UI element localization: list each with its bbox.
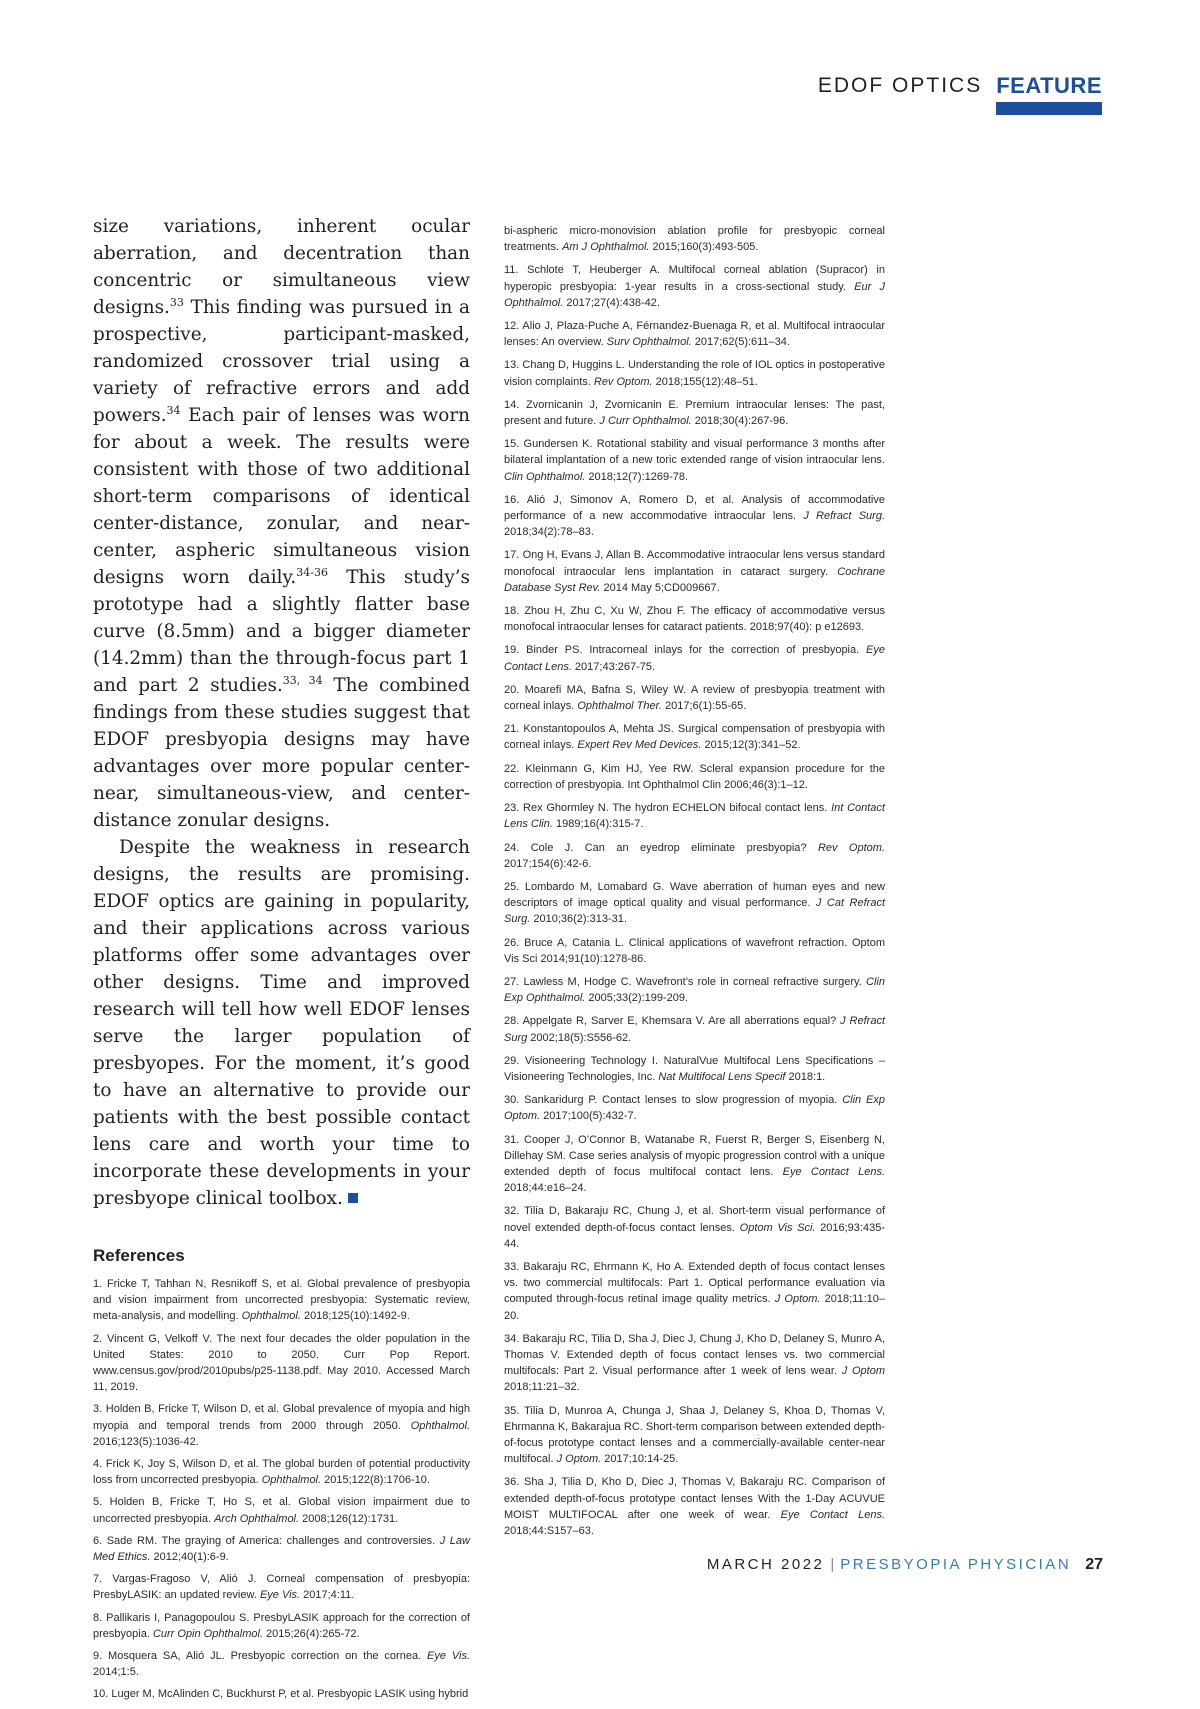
reference-item <box>93 1686 470 1702</box>
reference-citation: 2017;43:267-75. <box>571 660 656 673</box>
reference-journal: Curr Opin Ophthalmol. <box>152 1627 263 1640</box>
reference-citation: 2018;44:S157–63. <box>504 1525 594 1538</box>
reference-citation: 2002;18(5):S556-62. <box>527 1031 632 1044</box>
body-text-run: This study’s prototype had a slightly flatter base curve (8.5mm) and a bigger diameter (14.2mm) than the through-focus part 1 and part 2 studies. <box>93 567 470 696</box>
reference-journal: Eye Contact Lens. <box>504 644 885 673</box>
reference-text: 23. Rex Ghormley N. The hydron ECHELON bifocal contact lens. <box>504 802 832 815</box>
reference-item <box>504 603 885 635</box>
reference-journal: J Refract Surg. <box>803 510 885 523</box>
body-text-run: Each pair of lenses was worn for about a week. The results were consistent with those of two additional short-term comparisons of identical center-distance, zonular, and near-center, aspheric simultaneous vision designs worn daily. <box>93 405 470 588</box>
footer-separator: | <box>830 1556 835 1573</box>
reference-journal: Am J Ophthalmol. <box>562 241 650 254</box>
reference-text: 11. Schlote T, Heuberger A. Multifocal corneal ablation (Supracor) in hyperopic presbyopia: 1-year results in a cross-sectional study. <box>504 264 885 293</box>
reference-citation: 2018;44:e16–24. <box>504 1182 587 1195</box>
reference-text: bi-aspheric micro-monovision ablation profile for presbyopic corneal treatments. <box>504 225 885 254</box>
reference-text: 24. Cole J. Can an eyedrop eliminate presbyopia? <box>504 841 818 854</box>
page-number: 27 <box>1085 1556 1103 1573</box>
reference-journal: J Curr Ophthalmol. <box>599 415 692 428</box>
reference-item <box>504 397 885 429</box>
reference-text: 21. Konstantopoulos A, Mehta JS. Surgical compensation of presbyopia with corneal inlays. <box>504 723 885 752</box>
reference-citation: 2015;12(3):341–52. <box>701 739 801 752</box>
reference-item <box>504 840 885 872</box>
reference-citation: 2016;93:435-44. <box>504 1221 885 1250</box>
reference-item <box>504 1013 885 1045</box>
reference-item <box>504 879 885 928</box>
feature-bar <box>996 102 1102 115</box>
reference-journal: Int Contact Lens Clin. <box>504 802 885 831</box>
end-of-article-mark <box>348 1193 358 1203</box>
reference-text: 27. Lawless M, Hodge C. Wavefront’s role in corneal refractive surgery. <box>504 975 867 988</box>
reference-item <box>93 1494 470 1526</box>
reference-journal: Rev Optom. <box>817 841 886 854</box>
reference-item <box>504 1132 885 1197</box>
citation-superscript: 34 <box>166 403 181 417</box>
reference-journal: J Optom. <box>774 1293 821 1306</box>
reference-journal: Eur J Ophthalmol. <box>504 280 885 309</box>
reference-citation: 2017;100(5):432-7. <box>540 1110 637 1123</box>
reference-item <box>93 1331 470 1396</box>
reference-text: 2. Vincent G, Velkoff V. The next four decades the older population in the United States: 2010 to 2050. Curr Pop Report. www.census.gov/prod/2010pubs/p25-1138.pdf. May 2010. Accessed March 11, 2019. <box>93 1332 470 1394</box>
reference-text: 25. Lombardo M, Lomabard G. Wave aberration of human eyes and new descriptors of image optical quality and visual performance. <box>504 880 885 910</box>
reference-citation: 2018;11:21–32. <box>504 1381 580 1394</box>
reference-text: 30. Sankaridurg P. Contact lenses to slow progression of myopia. <box>504 1094 843 1107</box>
right-column <box>504 223 885 1546</box>
reference-journal: J Cat Refract Surg. <box>504 897 886 926</box>
citation-superscript: 33, 34 <box>282 673 323 687</box>
reference-item <box>504 547 885 596</box>
reference-journal: Arch Ophthalmol. <box>214 1512 300 1525</box>
reference-item <box>504 1403 885 1468</box>
reference-citation: 2018;11:10–20. <box>504 1293 885 1322</box>
body-text-run: This finding was pursued in a prospective, participant-masked, randomized crossover trial using a variety of refractive errors and add powers. <box>93 297 470 426</box>
reference-item <box>504 721 885 753</box>
reference-text: 9. Mosquera SA, Alió JL. Presbyopic correction on the cornea. <box>93 1650 428 1663</box>
reference-item <box>504 642 885 674</box>
reference-citation: 2018:1. <box>785 1070 826 1083</box>
section-title: EDOF OPTICS <box>817 74 983 97</box>
reference-journal: Nat Multifocal Lens Specif <box>658 1070 786 1083</box>
body-text-run: size variations, inherent ocular aberration, and decentration than concentric or simultaneous view designs. <box>93 216 470 318</box>
reference-journal: Eye Vis. <box>427 1650 470 1663</box>
reference-text: 14. Zvornicanin J, Zvornicanin E. Premium intraocular lenses: The past, present and future. <box>504 398 885 428</box>
reference-text: 32. Tilia D, Bakaraju RC, Chung J, et al. Short-term visual performance of novel extended depth-of-focus contact lenses. <box>504 1205 885 1234</box>
reference-citation: 2017;10:14-25. <box>601 1453 679 1466</box>
reference-citation: 2017;62(5):611–34. <box>691 336 790 349</box>
reference-text: 34. Bakaraju RC, Tilia D, Sha J, Diec J, Chung J, Kho D, Delaney S, Munro A, Thomas V. Extended depth of focus contact lenses vs. two commercial multifocals: Part 2. Visual performance after 1 week of lens wear. <box>504 1332 885 1378</box>
reference-item <box>504 318 885 350</box>
reference-journal: Cochrane Database Syst Rev. <box>504 565 885 594</box>
reference-item <box>93 1610 470 1642</box>
reference-text: 29. Visioneering Technology I. NaturalVue Multifocal Lens Specifications – Visioneering Technologies, Inc. <box>504 1054 885 1083</box>
reference-journal: Optom Vis Sci. <box>739 1221 816 1234</box>
reference-text: 31. Cooper J, O’Connor B, Watanabe R, Fuerst R, Berger S, Eisenberg N, Dillehay SM. Case series analysis of myopic progression control with a unique extended depth of focus multifocal contact lens. <box>504 1133 885 1178</box>
reference-citation: 2017;27(4):438-42. <box>563 296 660 309</box>
reference-item <box>504 682 885 714</box>
reference-text: 16. Alió J, Simonov A, Romero D, et al. Analysis of accommodative performance of a new accommodative intraocular lens. <box>504 493 885 523</box>
body-text-run: The combined findings from these studies suggest that EDOF presbyopia designs may have advantages over more popular center-near, simultaneous-view, and center-distance zonular designs. <box>93 675 470 831</box>
reference-journal: Ophthalmol. <box>261 1474 322 1487</box>
reference-journal: J Refract Surg <box>504 1015 886 1044</box>
reference-citation: 2014;1:5. <box>93 1666 139 1679</box>
reference-citation: 2008;126(12):1731. <box>299 1512 399 1525</box>
reference-item <box>504 935 885 967</box>
reference-journal: Eye Contact Lens. <box>782 1165 886 1178</box>
reference-text: 28. Appelgate R, Sarver E, Khemsara V. Are all aberrations equal? <box>504 1015 841 1028</box>
reference-journal: J Law Med Ethics. <box>93 1534 470 1564</box>
body-text-run: Despite the weakness in research designs, the results are promising. EDOF optics are gaining in popularity, and their applications across various platforms offer some advantages over other designs. Time and improved research will tell how well EDOF lenses serve the larger population of presbyopes. For the moment, it’s good to have an alternative to provide our patients with the best possible contact lens care and worth your time to incorporate these developments in your presbyope clinical toolbox. <box>93 837 470 1209</box>
reference-journal: Ophthalmol. <box>241 1310 301 1323</box>
reference-item <box>504 800 885 832</box>
reference-text: 4. Frick K, Joy S, Wilson D, et al. The global burden of potential productivity loss from uncorrected presbyopia. <box>93 1458 470 1487</box>
reference-text: 7. Vargas-Fragoso V, Alió J. Corneal compensation of presbyopia: PresbyLASIK: an updated review. <box>93 1573 470 1602</box>
reference-item <box>504 492 885 541</box>
reference-item <box>504 974 885 1006</box>
reference-text: 8. Pallikaris I, Panagopoulou S. PresbyLASIK approach for the correction of presbyopia. <box>93 1611 470 1640</box>
references-list-right <box>504 223 885 1539</box>
reference-citation: 2010;36(2):313-31. <box>530 913 627 926</box>
reference-journal: Clin Exp Ophthalmol. <box>504 975 885 1005</box>
reference-journal: Eye Vis. <box>259 1589 301 1602</box>
references-heading: References <box>93 1246 185 1265</box>
reference-text: 10. Luger M, McAlinden C, Buckhurst P, et al. Presbyopic LASIK using hybrid <box>93 1688 469 1701</box>
reference-journal: J Optom. <box>556 1453 602 1466</box>
reference-item <box>504 1053 885 1085</box>
reference-citation: 1989;16(4):315-7. <box>552 818 644 831</box>
reference-journal: Ophthalmol Ther. <box>577 700 662 713</box>
reference-item <box>504 761 885 793</box>
reference-citation: 2014 May 5;CD009667. <box>600 581 720 594</box>
reference-journal: Surv Ophthalmol. <box>606 336 692 349</box>
reference-citation: 2016;123(5):1036-42. <box>93 1435 199 1448</box>
reference-citation: 2018;12(7):1269-78. <box>585 470 689 483</box>
reference-journal: Ophthalmol. <box>410 1419 470 1432</box>
footer-issue: MARCH 2022 <box>706 1556 825 1573</box>
feature-label: FEATURE <box>996 73 1102 98</box>
reference-item <box>93 1648 470 1680</box>
reference-citation: 2018;34(2):78–83. <box>504 526 594 539</box>
reference-citation: 2015;26(4):265-72. <box>262 1627 360 1640</box>
page-footer <box>707 1556 1103 1574</box>
reference-text: 17. Ong H, Evans J, Allan B. Accommodative intraocular lens versus standard monofocal intraocular lens implantation in cataract surgery. <box>504 549 885 578</box>
reference-journal: J Optom <box>841 1365 885 1378</box>
reference-text: 3. Holden B, Fricke T, Wilson D, et al. Global prevalence of myopia and high myopia and temporal trends from 2000 through 2050. <box>93 1403 470 1432</box>
reference-item <box>93 1571 470 1603</box>
body-paragraph-1 <box>93 213 470 834</box>
reference-citation: 2018;30(4):267-96. <box>691 415 789 428</box>
reference-citation: 2005;33(2):199-209. <box>585 992 689 1005</box>
reference-citation: 2017;6(1):55-65. <box>661 700 747 713</box>
reference-text: 36. Sha J, Tilia D, Kho D, Diec J, Thomas V, Bakaraju RC. Comparison of extended depth-of-focus prototype contact lenses With the 1-Day ACUVUE MOIST MULTIFOCAL after one week of wear. <box>504 1476 885 1521</box>
reference-item <box>504 1259 885 1324</box>
reference-text: 15. Gundersen K. Rotational stability and visual performance 3 months after bilateral implantation of a new toric extended range of vision intraocular lens. <box>504 438 885 467</box>
reference-text: 6. Sade RM. The graying of America: challenges and controversies. <box>93 1534 440 1547</box>
reference-item <box>504 1203 885 1252</box>
reference-text: 20. Moarefi MA, Bafna S, Wiley W. A review of presbyopia treatment with corneal inlays. <box>504 683 885 713</box>
reference-text: 22. Kleinmann G, Kim HJ, Yee RW. Scleral expansion procedure for the correction of presbyopia. Int Ophthalmol Clin 2006;46(3):1–12. <box>504 762 885 791</box>
reference-citation: 2017;154(6):42-6. <box>504 857 592 870</box>
reference-item <box>504 1092 885 1124</box>
reference-journal: Clin Ophthalmol. <box>504 470 586 483</box>
reference-item <box>93 1401 470 1450</box>
citation-superscript: 33 <box>169 295 184 309</box>
reference-journal: Expert Rev Med Devices. <box>577 739 702 752</box>
reference-journal: Clin Exp Optom. <box>504 1094 885 1123</box>
feature-tag <box>996 72 1102 115</box>
reference-text: 33. Bakaraju RC, Ehrmann K, Ho A. Extended depth of focus contact lenses vs. two commercial multifocals: Part 1. Optical performance evaluation via computed through-focus retinal image quality metrics. <box>504 1260 885 1306</box>
reference-item <box>504 223 885 255</box>
reference-text: 1. Fricke T, Tahhan N, Resnikoff S, et al. Global prevalence of presbyopia and vision impairment from uncorrected presbyopia: Systematic review, meta-analysis, and modelling. <box>93 1278 470 1323</box>
footer-publication: PRESBYOPIA PHYSICIAN <box>840 1556 1072 1573</box>
reference-text: 13. Chang D, Huggins L. Understanding the role of IOL optics in postoperative vision complaints. <box>504 359 885 388</box>
reference-journal: Eye Contact Lens. <box>780 1508 885 1521</box>
left-column <box>93 213 470 1709</box>
citation-superscript: 34-36 <box>296 565 328 579</box>
reference-citation: 2015;122(8):1706-10. <box>321 1474 430 1487</box>
running-header <box>818 72 1102 115</box>
reference-text: 26. Bruce A, Catania L. Clinical applications of wavefront refraction. Optom Vis Sci 2014;91(10):1278-86. <box>504 936 885 965</box>
reference-item <box>93 1533 470 1565</box>
reference-item <box>504 262 885 311</box>
reference-text: 5. Holden B, Fricke T, Ho S, et al. Global vision impairment due to uncorrected presbyopia. <box>93 1496 470 1525</box>
reference-text: 18. Zhou H, Zhu C, Xu W, Zhou F. The efficacy of accommodative versus monofocal intraocular lenses for cataract patients. 2018;97(40): p e12693. <box>504 605 885 634</box>
reference-item <box>504 1331 885 1396</box>
reference-citation: 2015;160(3):493-505. <box>649 241 759 254</box>
body-paragraph-2 <box>93 834 470 1212</box>
reference-item <box>93 1276 470 1325</box>
reference-item <box>504 1474 885 1539</box>
reference-text: 12. Alio J, Plaza-Puche A, Férnandez-Buenaga R, et al. Multifocal intraocular lenses: An overview. <box>504 320 885 349</box>
reference-text: 19. Binder PS. Intracorneal inlays for the correction of presbyopia. <box>504 644 867 657</box>
reference-item <box>504 436 885 485</box>
reference-citation: 2012;40(1):6-9. <box>150 1551 229 1564</box>
reference-item <box>504 357 885 389</box>
reference-citation: 2017;4:11. <box>300 1589 355 1602</box>
reference-journal: Rev Optom. <box>593 375 653 388</box>
reference-citation: 2018;125(10):1492-9. <box>300 1310 410 1323</box>
reference-item <box>93 1456 470 1488</box>
reference-text: 35. Tilia D, Munroa A, Chunga J, Shaa J, Delaney S, Khoa D, Thomas V, Ehrmanna K, Bakarajua RC. Short-term comparison between extended depth-of-focus prototype contact lenses and a commercially-available center-near multifocal. <box>504 1404 885 1466</box>
reference-citation: 2018;155(12):48–51. <box>652 375 758 388</box>
references-list-left <box>93 1276 470 1703</box>
